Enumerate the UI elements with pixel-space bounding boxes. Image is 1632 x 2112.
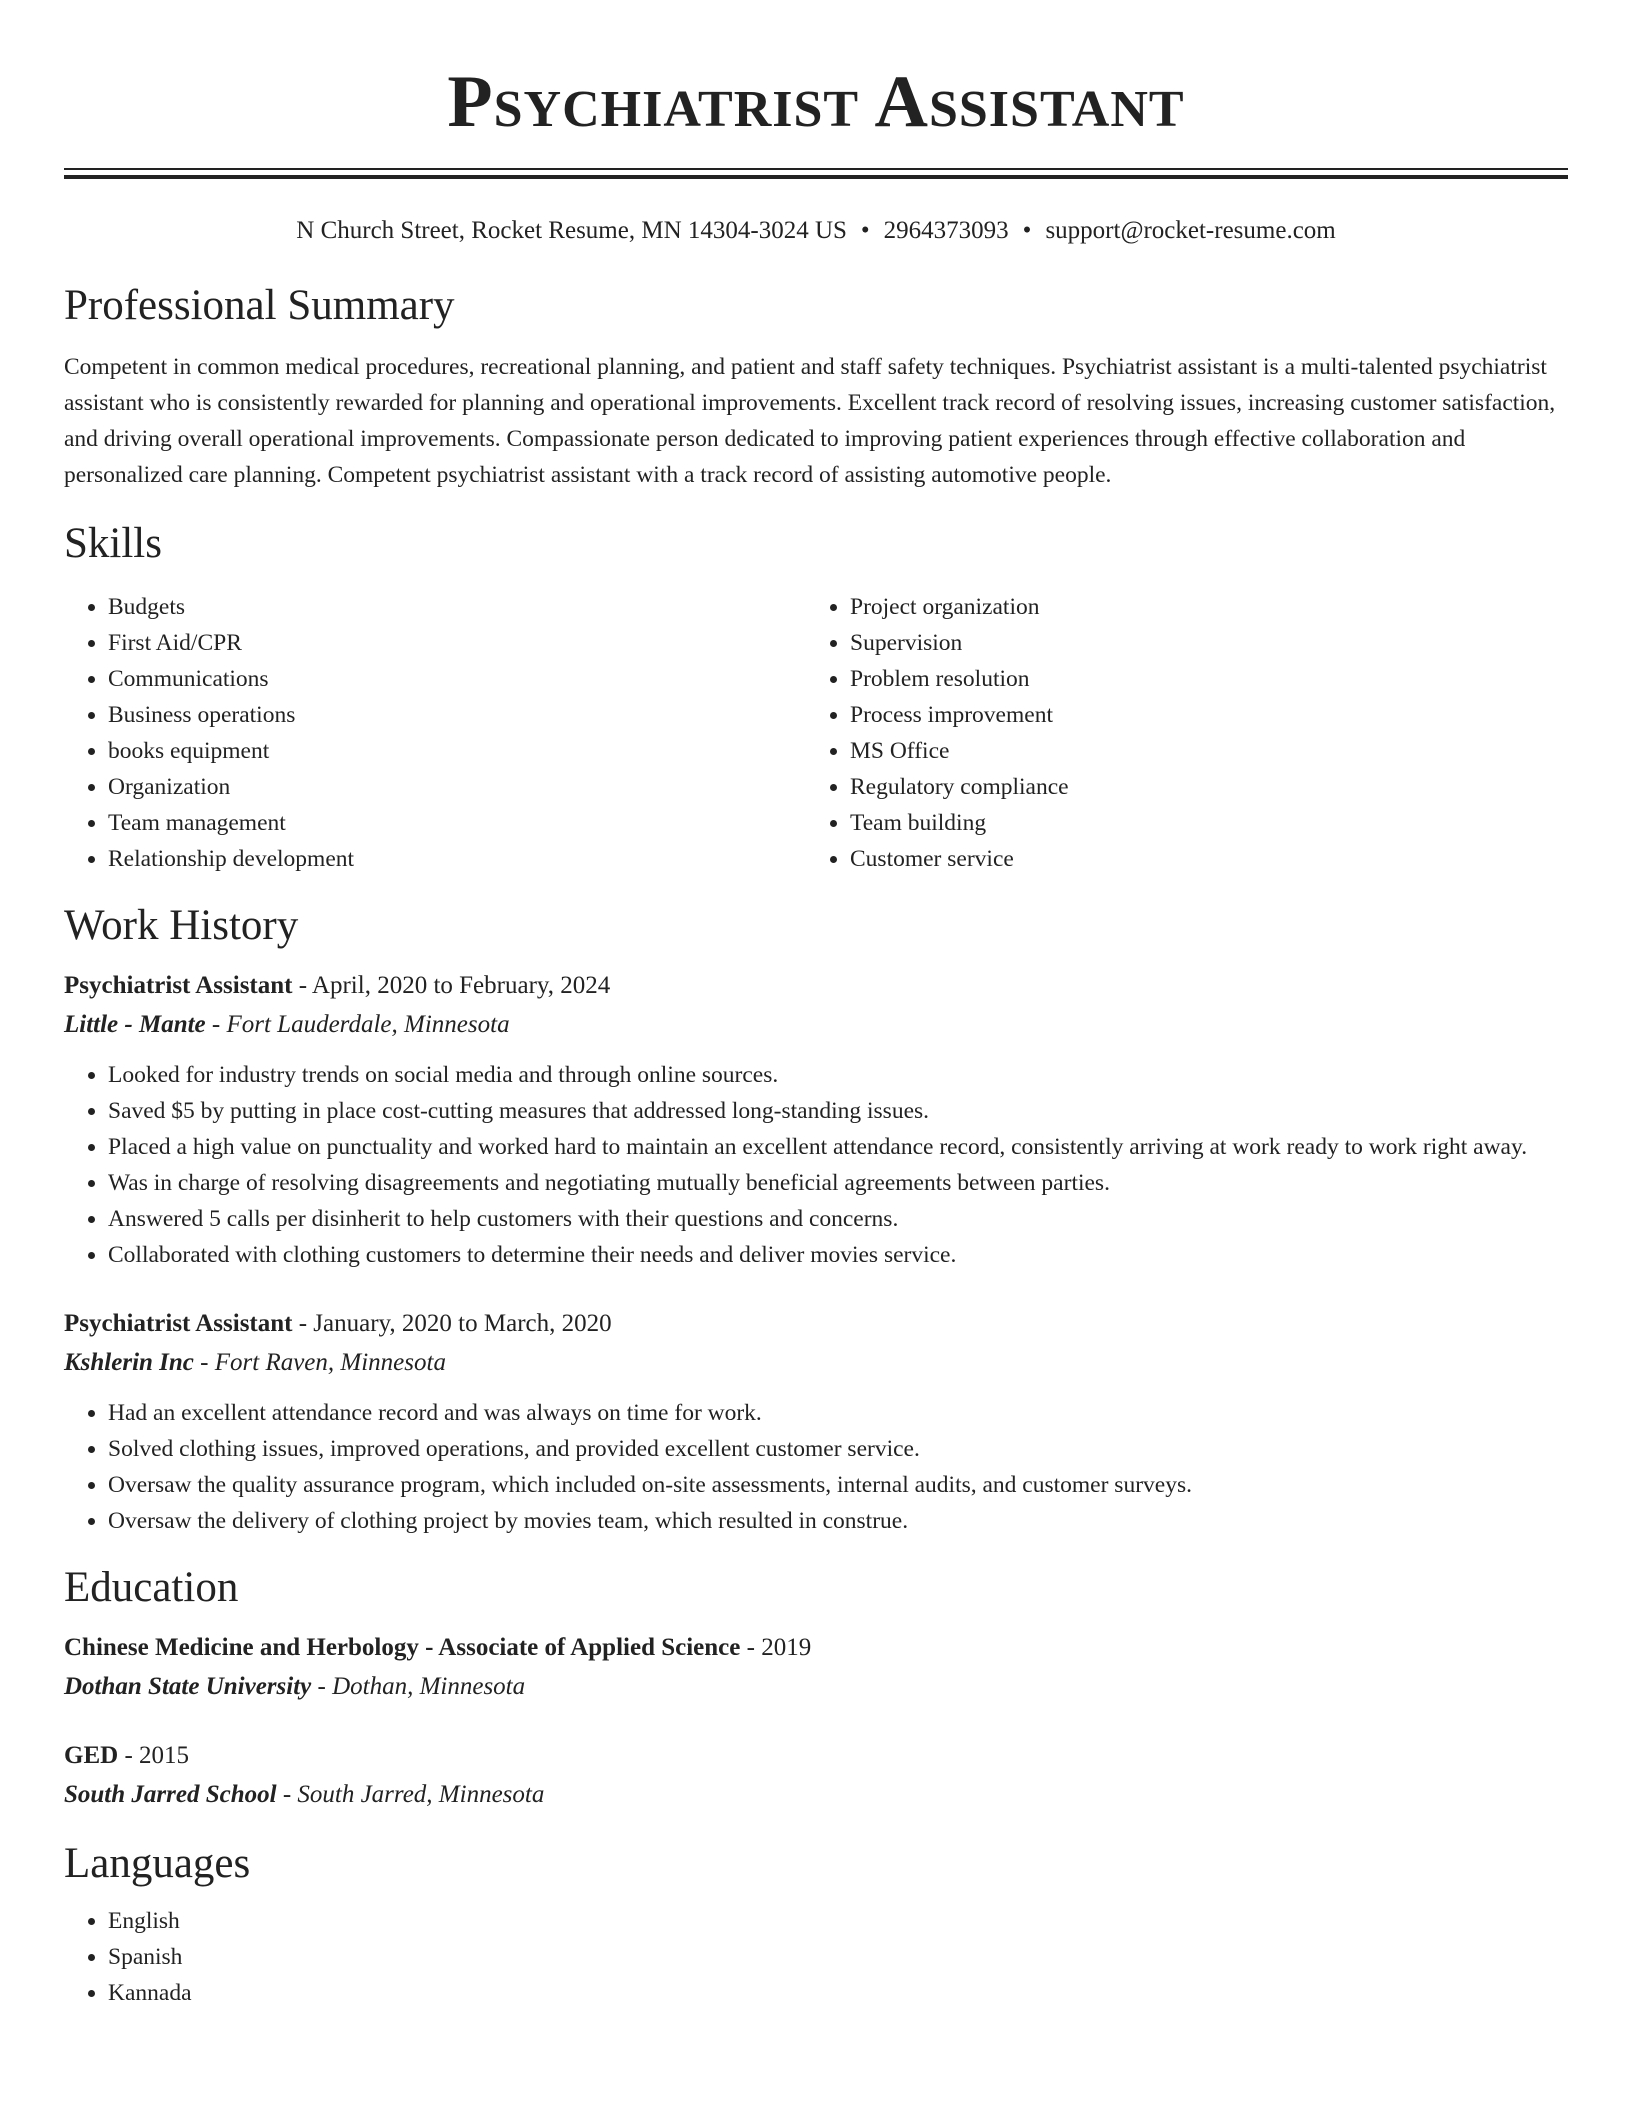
education-heading xyxy=(64,1629,1568,1667)
job-bullet: • Oversaw the quality assurance program, which included on-site assessments, internal audits, and customer surveys. xyxy=(108,1467,1568,1503)
skill-item: • Communications xyxy=(108,661,806,697)
job-position: Psychiatrist Assistant xyxy=(64,1310,293,1337)
skill-item: • Project organization xyxy=(850,589,1548,625)
contact-separator: • xyxy=(860,217,870,244)
job-bullet: • Was in charge of resolving disagreements and negotiating mutually beneficial agreements between parties. xyxy=(108,1165,1568,1201)
contact-phone: 2964373093 xyxy=(883,217,1009,244)
language-item: • Spanish xyxy=(108,1939,1568,1975)
contact-separator: • xyxy=(1022,217,1032,244)
job-heading xyxy=(64,1305,1568,1343)
education-year: - 2019 xyxy=(740,1634,812,1661)
job-position: Psychiatrist Assistant xyxy=(64,972,293,999)
job-entry xyxy=(64,967,1568,1273)
job-company: Kshlerin Inc xyxy=(64,1349,194,1376)
job-company: Little - Mante xyxy=(64,1011,206,1038)
job-bullet: • Oversaw the delivery of clothing project by movies team, which resulted in construe. xyxy=(108,1503,1568,1539)
education-heading xyxy=(64,1737,1568,1775)
skill-item: • Customer service xyxy=(850,841,1548,877)
skill-item: • Supervision xyxy=(850,625,1548,661)
education-degree: Chinese Medicine and Herbology - Associate of Applied Science xyxy=(64,1634,741,1661)
summary-text: Competent in common medical procedures, recreational planning, and patient and staff safety techniques. Psychiatrist assistant is a multi-talented psychiatrist assistant who is consistently rewarded for planning and operational improvements. Excellent track record of resolving issues, increasing customer satisfaction, and driving overall operational improvements. Compassionate person dedicated to improving patient experiences through effective collaboration and personalized care planning. Competent psychiatrist assistant with a track record of assisting automotive people. xyxy=(64,354,1556,488)
job-entry xyxy=(64,1305,1568,1539)
education-institution xyxy=(64,1667,1568,1707)
education-school: South Jarred School xyxy=(64,1781,277,1808)
job-bullet: • Placed a high value on punctuality and worked hard to maintain an excellent attendance record, consistently arriving at work ready to work right away. xyxy=(108,1129,1568,1165)
section-title-languages: Languages xyxy=(64,1840,251,1887)
skill-item: • Team building xyxy=(850,805,1548,841)
skills-list-left xyxy=(64,589,806,877)
job-bullet: • Looked for industry trends on social media and through online sources. xyxy=(108,1057,1568,1093)
contact-email: support@rocket-resume.com xyxy=(1045,217,1336,244)
skill-item: • books equipment xyxy=(108,733,806,769)
section-title-education: Education xyxy=(64,1564,239,1611)
education-location: - South Jarred, Minnesota xyxy=(276,1781,545,1808)
job-employer xyxy=(64,1343,1568,1383)
job-bullet: • Collaborated with clothing customers to determine their needs and deliver movies service. xyxy=(108,1237,1568,1273)
contact-line xyxy=(64,215,1568,247)
skill-item: • Problem resolution xyxy=(850,661,1548,697)
job-bullets xyxy=(64,1057,1568,1273)
education-entry xyxy=(64,1629,1568,1707)
language-item: • Kannada xyxy=(108,1975,1568,2011)
job-bullet: • Solved clothing issues, improved operations, and provided excellent customer service. xyxy=(108,1431,1568,1467)
languages-list xyxy=(64,1903,1568,2011)
job-heading xyxy=(64,967,1568,1005)
resume-page xyxy=(64,0,1568,2011)
education-school: Dothan State University xyxy=(64,1673,312,1700)
job-dates: - April, 2020 to February, 2024 xyxy=(292,972,611,999)
skills-list-right xyxy=(806,589,1548,877)
header-divider xyxy=(64,168,1568,179)
job-location: - Fort Lauderdale, Minnesota xyxy=(205,1011,510,1038)
skill-item: • Budgets xyxy=(108,589,806,625)
resume-name: Psychiatrist Assistant xyxy=(447,61,1185,143)
skills-columns xyxy=(64,589,1568,877)
skill-item: • Team management xyxy=(108,805,806,841)
education-location: - Dothan, Minnesota xyxy=(311,1673,526,1700)
section-title-summary: Professional Summary xyxy=(64,282,455,329)
education-entry xyxy=(64,1737,1568,1815)
skill-item: • Process improvement xyxy=(850,697,1548,733)
skill-item: • First Aid/CPR xyxy=(108,625,806,661)
skill-item: • Business operations xyxy=(108,697,806,733)
job-employer xyxy=(64,1005,1568,1045)
job-bullet: • Answered 5 calls per disinherit to help customers with their questions and concerns. xyxy=(108,1201,1568,1237)
job-bullet: • Saved $5 by putting in place cost-cutting measures that addressed long-standing issues. xyxy=(108,1093,1568,1129)
skill-item: • MS Office xyxy=(850,733,1548,769)
job-location: - Fort Raven, Minnesota xyxy=(193,1349,446,1376)
skill-item: • Organization xyxy=(108,769,806,805)
skill-item: • Regulatory compliance xyxy=(850,769,1548,805)
language-item: • English xyxy=(108,1903,1568,1939)
section-title-work-history: Work History xyxy=(64,902,299,949)
education-degree: GED xyxy=(64,1742,119,1769)
section-title-skills: Skills xyxy=(64,520,162,567)
skill-item: • Relationship development xyxy=(108,841,806,877)
contact-address: N Church Street, Rocket Resume, MN 14304-3024 US xyxy=(296,217,847,244)
job-dates: - January, 2020 to March, 2020 xyxy=(292,1310,612,1337)
job-bullet: • Had an excellent attendance record and was always on time for work. xyxy=(108,1395,1568,1431)
education-year: - 2015 xyxy=(118,1742,190,1769)
job-bullets xyxy=(64,1395,1568,1539)
education-institution xyxy=(64,1775,1568,1815)
